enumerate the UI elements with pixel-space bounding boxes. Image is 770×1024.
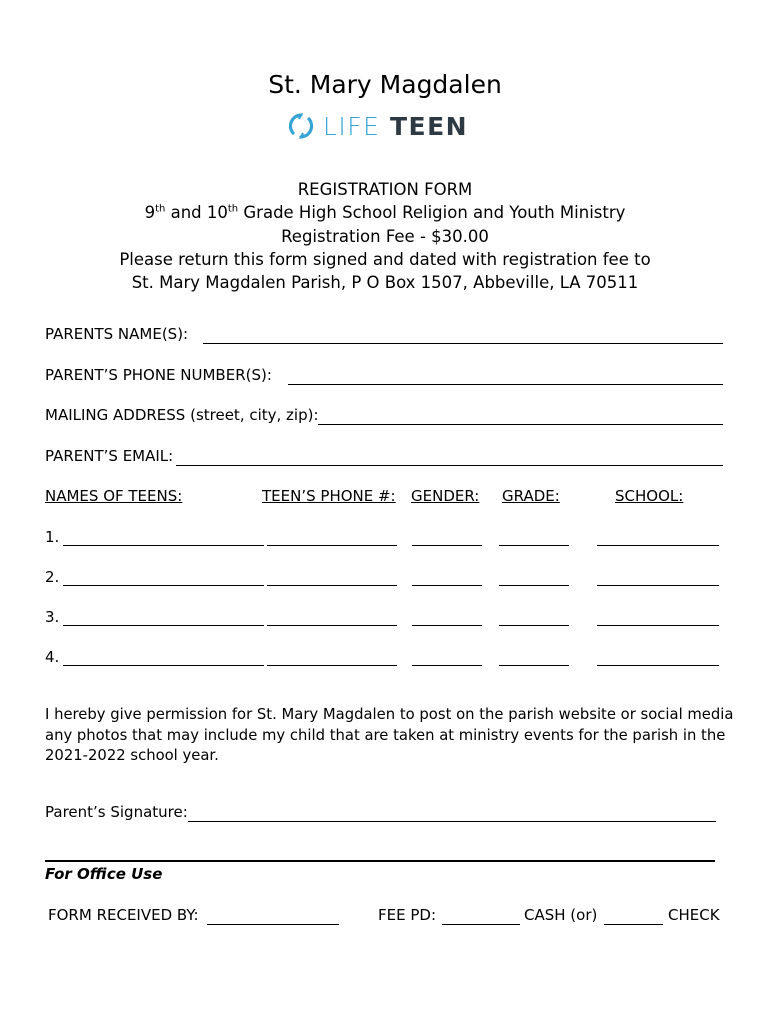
life-teen-logo-icon [287, 112, 315, 140]
teen-phone-field[interactable] [267, 625, 397, 626]
teen-grade-field[interactable] [499, 625, 569, 626]
office-divider [45, 860, 715, 862]
col-header-gender: GENDER: [411, 487, 480, 505]
teen-school-field[interactable] [597, 625, 719, 626]
parent-email-label: PARENT’S EMAIL: [45, 447, 174, 465]
teen-row-number: 3. [45, 608, 60, 626]
signature-field[interactable] [188, 821, 716, 822]
life-teen-logo [287, 111, 468, 141]
teen-grade-field[interactable] [499, 545, 569, 546]
parent-email-field[interactable] [176, 465, 723, 466]
teen-phone-field[interactable] [267, 545, 397, 546]
col-header-phone: TEEN’S PHONE #: [262, 487, 396, 505]
return-instructions: Please return this form signed and dated with registration fee to [119, 250, 651, 269]
teen-grade-field[interactable] [499, 585, 569, 586]
col-header-grade: GRADE: [502, 487, 560, 505]
teen-name-field[interactable] [63, 585, 264, 586]
mailing-address-label: MAILING ADDRESS (street, city, zip): [45, 406, 319, 424]
parent-phone-field[interactable] [288, 384, 723, 385]
teen-phone-field[interactable] [267, 665, 397, 666]
teen-school-field[interactable] [597, 545, 719, 546]
signature-label: Parent’s Signature: [45, 803, 188, 821]
form-received-label: FORM RECEIVED BY: [48, 906, 199, 924]
teen-name-field[interactable] [63, 665, 264, 666]
cash-check-field[interactable] [604, 924, 663, 925]
teen-gender-field[interactable] [412, 625, 482, 626]
parent-phone-label: PARENT’S PHONE NUMBER(S): [45, 366, 272, 384]
teen-phone-field[interactable] [267, 585, 397, 586]
col-header-names: NAMES OF TEENS: [45, 487, 183, 505]
cash-label: CASH (or) [524, 906, 598, 924]
col-header-school: SCHOOL: [615, 487, 684, 505]
teen-name-field[interactable] [63, 625, 264, 626]
teen-gender-field[interactable] [412, 665, 482, 666]
teen-grade-field[interactable] [499, 665, 569, 666]
mailing-address-text: St. Mary Magdalen Parish, P O Box 1507, Abbeville, LA 70511 [131, 273, 639, 292]
teen-name-field[interactable] [63, 545, 264, 546]
fee-paid-label: FEE PD: [378, 906, 437, 924]
teen-row-number: 4. [45, 648, 60, 666]
form-received-field[interactable] [207, 924, 339, 925]
teen-row-number: 2. [45, 568, 60, 586]
fee-paid-field[interactable] [442, 924, 520, 925]
teen-school-field[interactable] [597, 665, 719, 666]
page-title: St. Mary Magdalen [268, 70, 502, 99]
teen-gender-field[interactable] [412, 545, 482, 546]
grade-line: 9th and 10th Grade High School Religion and Youth Ministry [144, 203, 626, 222]
parents-name-field[interactable] [203, 343, 723, 344]
form-title: REGISTRATION FORM [297, 180, 473, 199]
teen-school-field[interactable] [597, 585, 719, 586]
teen-row-number: 1. [45, 528, 60, 546]
teen-gender-field[interactable] [412, 585, 482, 586]
permission-statement: I hereby give permission for St. Mary Magdalen to post on the parish website or social media any photos that may include my child that are taken at ministry events for the parish in the 2021-2022 school year. [45, 706, 734, 764]
office-use-heading: For Office Use [45, 865, 163, 883]
check-label: CHECK [668, 906, 720, 924]
parents-name-label: PARENTS NAME(S): [45, 325, 189, 343]
registration-fee: Registration Fee - $30.00 [281, 227, 489, 246]
logo-word-teen: TEEN [389, 111, 469, 141]
logo-word-life: LIFE [323, 111, 381, 141]
mailing-address-field[interactable] [318, 424, 723, 425]
